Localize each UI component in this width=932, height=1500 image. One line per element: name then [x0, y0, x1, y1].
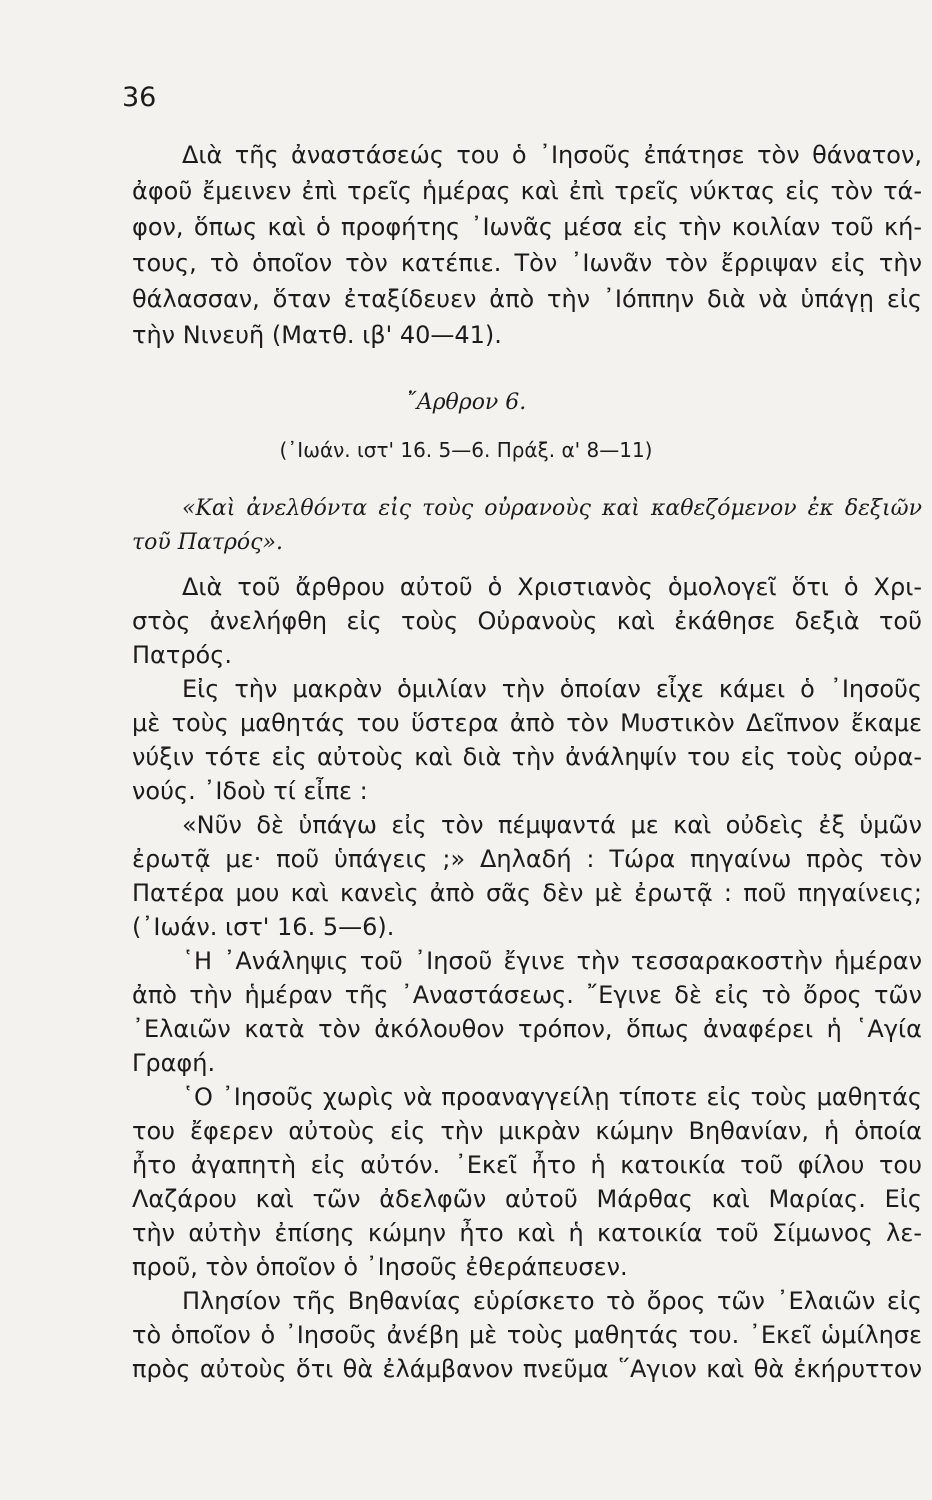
text-line: θάλασσαν, ὅταν ἐταξίδευεν ἀπὸ τὴν ᾽Ιόππην διὰ νὰ ὑπάγῃ εἰς — [132, 285, 922, 313]
article-quote-line: «Καὶ ἀνελθόντα εἰς τοὺς οὐρανοὺς καὶ καθεζόμενον ἐκ δεξιῶν — [182, 496, 922, 521]
text-line: Διὰ τοῦ ἄρθρου αὐτοῦ ὁ Χριστιανὸς ὁμολογεῖ ὅτι ὁ Χρι- — [182, 573, 922, 601]
text-line: ἀπὸ τὴν ἡμέραν τῆς ᾽Αναστάσεως. ῎Εγινε δὲ εἰς τὸ ὄρος τῶν — [132, 981, 922, 1009]
text-line: (᾽Ιωάν. ιστ' 16. 5—6). — [132, 913, 395, 941]
text-line: πρὸς αὐτοὺς ὅτι θὰ ἐλάμβανον πνεῦμα ῞Αγιον καὶ θὰ ἐκήρυττον — [132, 1355, 922, 1383]
page-number: 36 — [122, 82, 157, 113]
text-line: του ἔφερεν αὐτοὺς εἰς τὴν μικρὰν κώμην Βηθανίαν, ἡ ὁποία — [132, 1117, 922, 1145]
text-line: προῦ, τὸν ὁποῖον ὁ ᾽Ιησοῦς ἐθεράπευσεν. — [132, 1253, 628, 1281]
text-line: τὸ ὁποῖον ὁ ᾽Ιησοῦς ἀνέβη μὲ τοὺς μαθητάς του. ᾽Εκεῖ ὡμίλησε — [132, 1321, 922, 1349]
text-line: ἀφοῦ ἔμεινεν ἐπὶ τρεῖς ἡμέρας καὶ ἐπὶ τρεῖς νύκτας εἰς τὸν τά- — [132, 177, 922, 205]
article-heading: ῎Αρθρον 6. — [405, 390, 527, 415]
article-quote-line: τοῦ Πατρός». — [132, 530, 283, 555]
text-line: Πατέρα μου καὶ κανεὶς ἀπὸ σᾶς δὲν μὲ ἐρωτᾷ : ποῦ πηγαίνεις; — [132, 879, 922, 907]
article-reference: (᾽Ιωάν. ιστ' 16. 5—6. Πράξ. α' 8—11) — [279, 438, 653, 462]
text-line: φον, ὅπως καὶ ὁ προφήτης ᾽Ιωνᾶς μέσα εἰς τὴν κοιλίαν τοῦ κή- — [132, 213, 922, 241]
text-line: Πατρός. — [132, 641, 232, 669]
text-line: στὸς ἀνελήφθη εἰς τοὺς Οὐρανοὺς καὶ ἐκάθησε δεξιὰ τοῦ — [132, 607, 922, 635]
text-line: Πλησίον τῆς Βηθανίας εὑρίσκετο τὸ ὄρος τῶν ᾽Ελαιῶν εἰς — [182, 1287, 922, 1315]
text-line: τους, τὸ ὁποῖον τὸν κατέπιε. Τὸν ᾽Ιωνᾶν τὸν ἔρριψαν εἰς τὴν — [132, 249, 922, 277]
text-line: νύξιν τότε εἰς αὐτοὺς καὶ διὰ τὴν ἀνάληψίν του εἰς τοὺς οὐρα- — [132, 743, 922, 771]
text-line: ῾Η ᾽Ανάληψις τοῦ ᾽Ιησοῦ ἔγινε τὴν τεσσαρακοστὴν ἡμέραν — [182, 947, 922, 975]
text-line: μὲ τοὺς μαθητάς του ὕστερα ἀπὸ τὸν Μυστικὸν Δεῖπνον ἔκαμε — [132, 709, 922, 737]
text-line: Γραφή. — [132, 1049, 216, 1077]
text-line: ῾Ο ᾽Ιησοῦς χωρὶς νὰ προαναγγείλῃ τίποτε εἰς τοὺς μαθητάς — [182, 1083, 922, 1111]
text-line: «Νῦν δὲ ὑπάγω εἰς τὸν πέμψαντά με καὶ οὐδεὶς ἐξ ὑμῶν — [182, 811, 922, 839]
text-line: ᾽Ελαιῶν κατὰ τὸν ἀκόλουθον τρόπον, ὅπως ἀναφέρει ἡ ῾Αγία — [132, 1015, 922, 1043]
text-line: ἦτο ἀγαπητὴ εἰς αὐτόν. ᾽Εκεῖ ἦτο ἡ κατοικία τοῦ φίλου του — [132, 1151, 922, 1179]
text-line: Εἰς τὴν μακρὰν ὁμιλίαν τὴν ὁποίαν εἶχε κάμει ὁ ᾽Ιησοῦς — [182, 675, 922, 703]
text-line: νούς. ᾽Ιδοὺ τί εἶπε : — [132, 777, 368, 805]
text-line: Λαζάρου καὶ τῶν ἀδελφῶν αὐτοῦ Μάρθας καὶ Μαρίας. Εἰς — [132, 1185, 922, 1213]
text-line: τὴν αὐτὴν ἐπίσης κώμην ἦτο καὶ ἡ κατοικία τοῦ Σίμωνος λε- — [132, 1219, 922, 1247]
text-line: τὴν Νινευῆ (Ματθ. ιβ' 40—41). — [132, 321, 502, 349]
text-line: ἐρωτᾷ με· ποῦ ὑπάγεις ;» Δηλαδή : Τώρα πηγαίνω πρὸς τὸν — [132, 845, 922, 873]
text-line: Διὰ τῆς ἀναστάσεώς του ὁ ᾽Ιησοῦς ἐπάτησε τὸν θάνατον, — [182, 141, 922, 169]
